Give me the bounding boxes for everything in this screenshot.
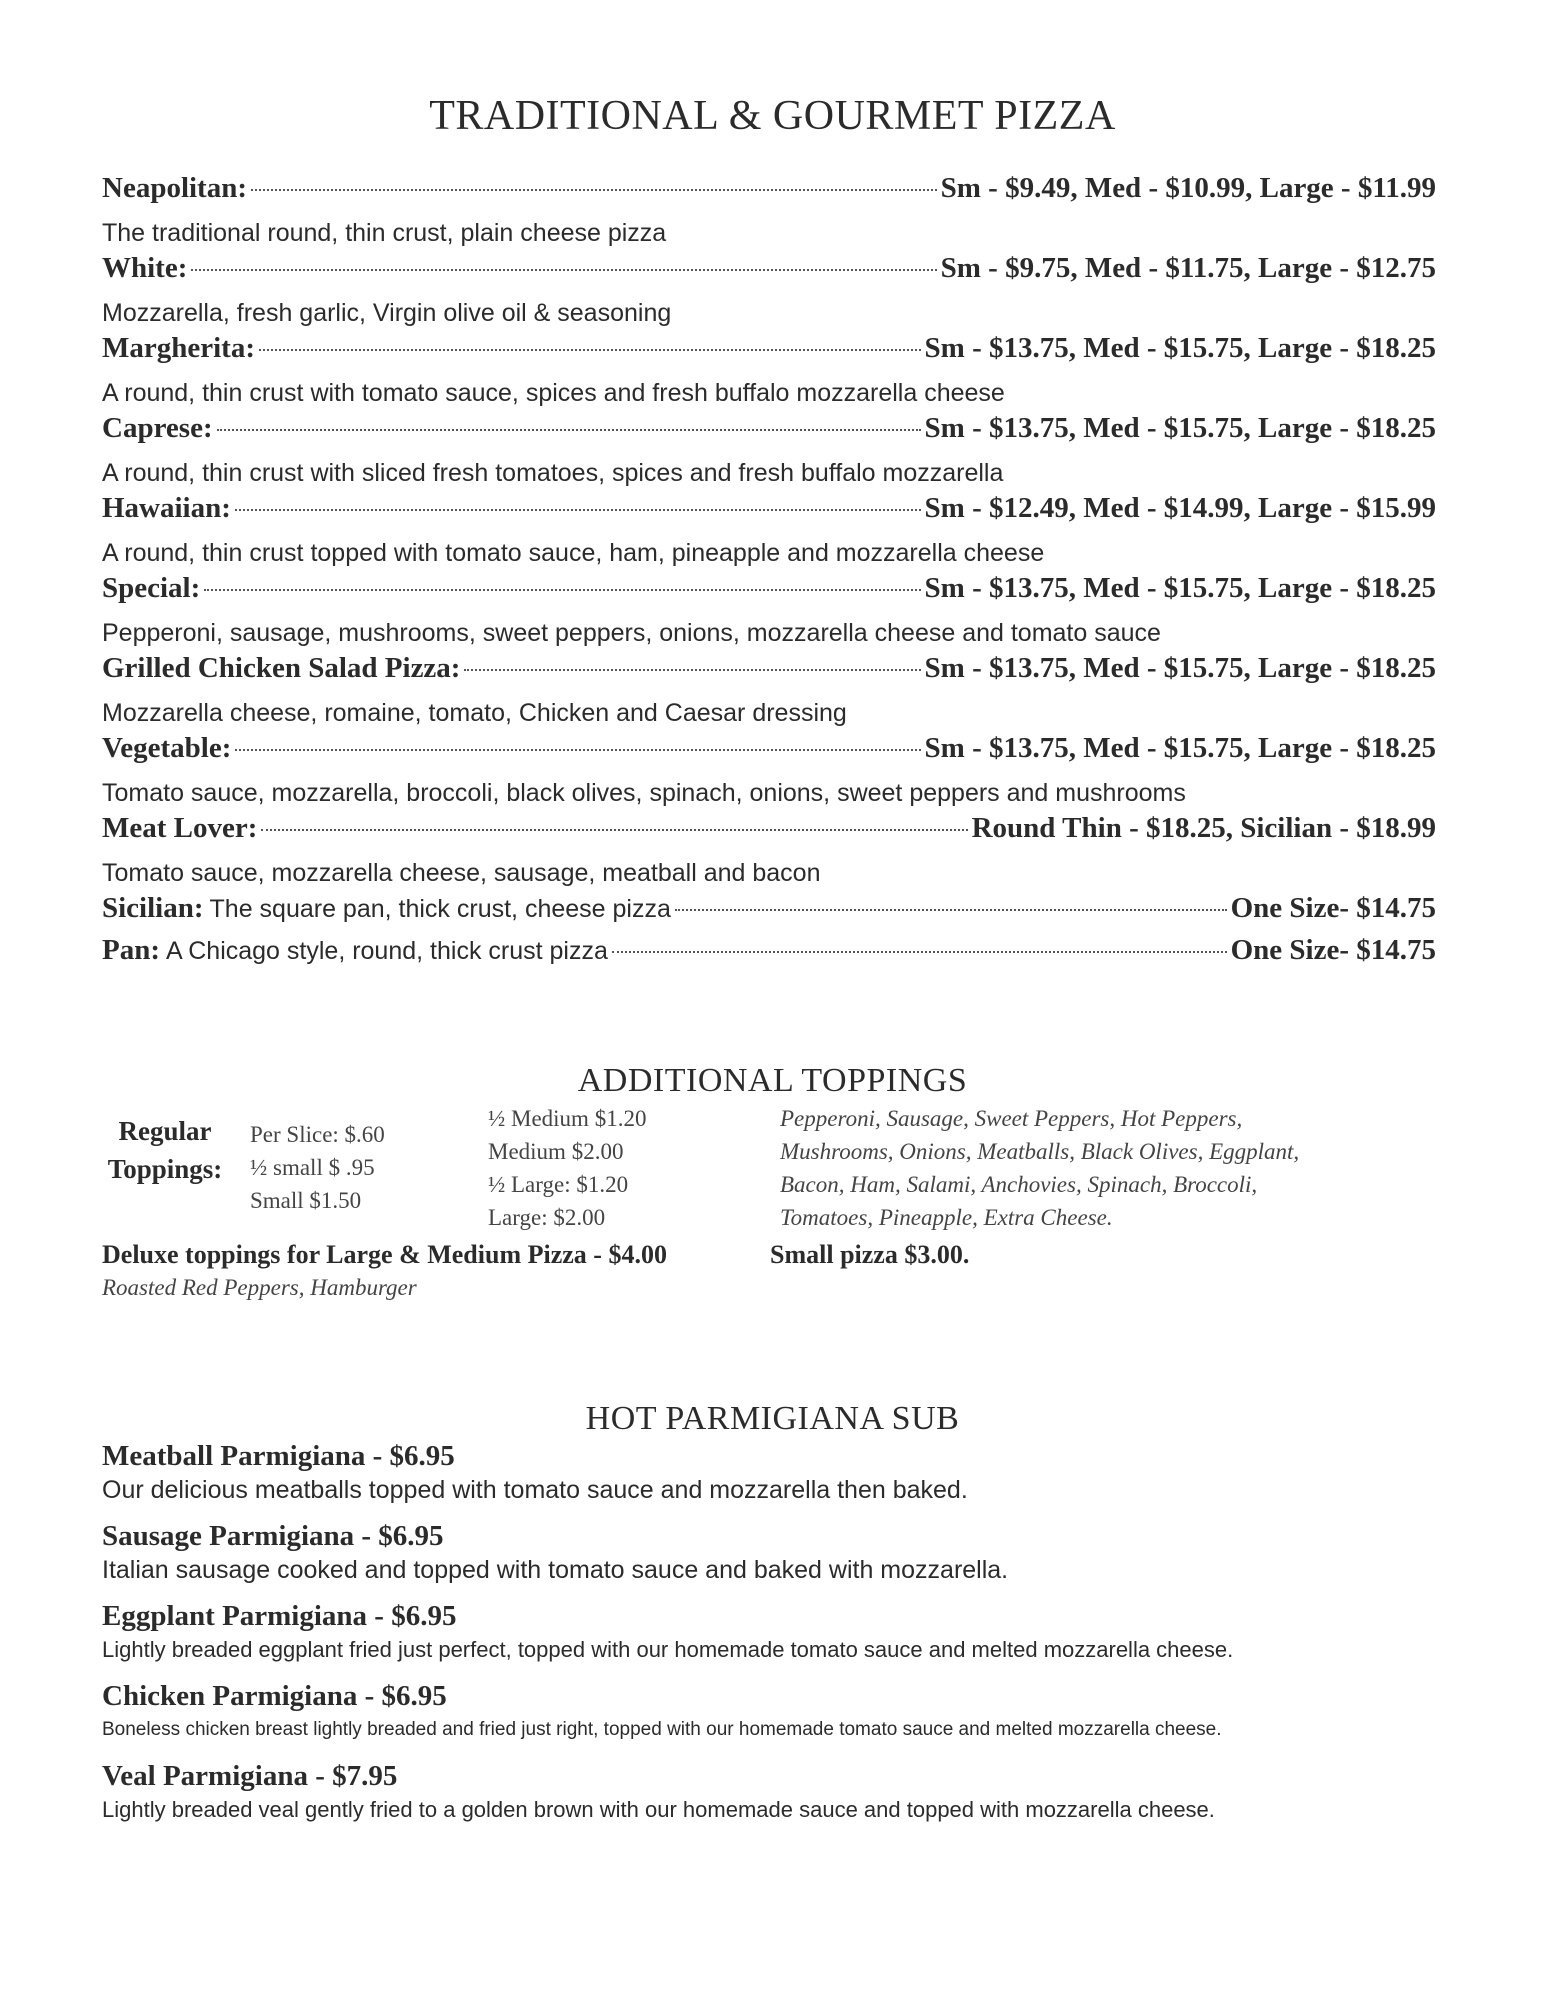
deluxe-toppings-list: Roasted Red Peppers, Hamburger — [102, 1275, 417, 1300]
sub-item — [102, 1518, 1462, 1586]
pizza-price: Sm - $9.49, Med - $10.99, Large - $11.99 — [940, 172, 1436, 204]
sub-item — [102, 1678, 1462, 1746]
topping-price-line: ½ Large: $1.20 — [488, 1172, 629, 1197]
pizza-section-title: TRADITIONAL & GOURMET PIZZA — [429, 93, 1116, 139]
sub-description: Our delicious meatballs topped with tomato sauce and mozzarella then baked. — [102, 1476, 968, 1504]
dot-leader — [235, 749, 920, 751]
topping-price-line: ½ small $ .95 — [250, 1155, 375, 1180]
regular-toppings-label — [100, 1112, 230, 1188]
sub-description: Lightly breaded eggplant fried just perfect, topped with our homemade tomato sauce and melted mozzarella cheese. — [102, 1637, 1234, 1662]
pizza-item — [102, 252, 1436, 332]
pizza-item — [102, 732, 1436, 812]
topping-price-line: Small $1.50 — [250, 1188, 362, 1213]
pizza-item — [102, 572, 1436, 652]
sub-name: Sausage Parmigiana - $6.95 — [102, 1520, 444, 1552]
pizza-name: Neapolitan: — [102, 172, 247, 204]
regular-label-line2: Toppings: — [107, 1154, 223, 1184]
pizza-price: Sm - $13.75, Med - $15.75, Large - $18.25 — [924, 332, 1436, 364]
pizza-description: The traditional round, thin crust, plain cheese pizza — [102, 219, 667, 247]
pizza-description: Tomato sauce, mozzarella cheese, sausage, meatball and bacon — [102, 859, 821, 887]
pizza-name: Meat Lover: — [102, 812, 258, 844]
pizza-price: Sm - $13.75, Med - $15.75, Large - $18.25 — [924, 652, 1436, 684]
pizza-description: A round, thin crust topped with tomato sauce, ham, pineapple and mozzarella cheese — [102, 539, 1045, 567]
sub-section-title: HOT PARMIGIANA SUB — [585, 1400, 960, 1437]
pizza-description: A Chicago style, round, thick crust pizza — [166, 937, 608, 965]
pizza-name: Special: — [102, 572, 201, 604]
dot-leader — [612, 951, 1227, 953]
dot-leader — [235, 509, 921, 511]
pizza-item — [102, 492, 1436, 572]
small-pizza-deluxe-price: Small pizza $3.00. — [770, 1240, 970, 1269]
topping-price-line: Large: $2.00 — [488, 1205, 606, 1230]
topping-price-line: Per Slice: $.60 — [250, 1122, 385, 1147]
sub-description: Italian sausage cooked and topped with tomato sauce and baked with mozzarella. — [102, 1556, 1009, 1584]
pizza-name: Grilled Chicken Salad Pizza: — [102, 652, 461, 684]
dot-leader — [675, 909, 1227, 911]
pizza-item — [102, 412, 1436, 492]
pizza-price: One Size- $14.75 — [1230, 934, 1436, 966]
sub-name: Meatball Parmigiana - $6.95 — [102, 1440, 455, 1472]
pizza-name: Vegetable: — [102, 732, 232, 764]
topping-list-line: Mushrooms, Onions, Meatballs, Black Olives, Eggplant, — [780, 1139, 1300, 1164]
dot-leader — [251, 189, 937, 191]
dot-leader — [259, 349, 921, 351]
pizza-description: Mozzarella cheese, romaine, tomato, Chicken and Caesar dressing — [102, 699, 847, 727]
dot-leader — [261, 829, 967, 831]
pizza-item-one-size — [102, 892, 1436, 934]
sub-list — [102, 1438, 1462, 1838]
deluxe-toppings-price: Deluxe toppings for Large & Medium Pizza - $4.00 — [102, 1240, 667, 1269]
pizza-price: Sm - $12.49, Med - $14.99, Large - $15.99 — [924, 492, 1436, 524]
pizza-price: Round Thin - $18.25, Sicilian - $18.99 — [971, 812, 1436, 844]
pizza-description: A round, thin crust with tomato sauce, spices and fresh buffalo mozzarella cheese — [102, 379, 1005, 407]
sub-description: Lightly breaded veal gently fried to a golden brown with our homemade sauce and topped with mozzarella cheese. — [102, 1797, 1215, 1822]
pizza-name: Caprese: — [102, 412, 213, 444]
pizza-item — [102, 172, 1436, 252]
topping-price-line: ½ Medium $1.20 — [488, 1106, 647, 1131]
pizza-price: Sm - $13.75, Med - $15.75, Large - $18.25 — [924, 732, 1436, 764]
sub-name: Chicken Parmigiana - $6.95 — [102, 1680, 447, 1712]
sub-item — [102, 1758, 1462, 1826]
sub-name: Eggplant Parmigiana - $6.95 — [102, 1600, 457, 1632]
pizza-price: Sm - $13.75, Med - $15.75, Large - $18.25 — [924, 412, 1436, 444]
pizza-description: Tomato sauce, mozzarella, broccoli, black olives, spinach, onions, sweet peppers and mushrooms — [102, 779, 1186, 807]
sub-name: Veal Parmigiana - $7.95 — [102, 1760, 398, 1792]
topping-prices-small — [250, 1118, 385, 1217]
dot-leader — [191, 269, 936, 271]
sub-description: Boneless chicken breast lightly breaded and fried just right, topped with our homemade tomato sauce and melted mozzarella cheese. — [102, 1719, 1222, 1740]
pizza-name: Pan: — [102, 934, 160, 966]
topping-list-line: Pepperoni, Sausage, Sweet Peppers, Hot Peppers, — [780, 1106, 1243, 1131]
pizza-price: One Size- $14.75 — [1230, 892, 1436, 924]
pizza-name: Sicilian: — [102, 892, 204, 924]
pizza-name: Hawaiian: — [102, 492, 231, 524]
pizza-list — [102, 172, 1436, 976]
pizza-description: Mozzarella, fresh garlic, Virgin olive oil & seasoning — [102, 299, 672, 327]
pizza-item-one-size — [102, 934, 1436, 976]
pizza-item — [102, 812, 1436, 892]
dot-leader — [217, 429, 921, 431]
toppings-section-title: ADDITIONAL TOPPINGS — [577, 1062, 968, 1099]
sub-item — [102, 1598, 1462, 1666]
pizza-item — [102, 332, 1436, 412]
pizza-item — [102, 652, 1436, 732]
regular-label-line1: Regular — [118, 1116, 212, 1146]
topping-prices-large — [488, 1102, 646, 1234]
pizza-name: Margherita: — [102, 332, 255, 364]
topping-list — [780, 1102, 1299, 1234]
pizza-description: The square pan, thick crust, cheese pizza — [209, 895, 671, 923]
topping-price-line: Medium $2.00 — [488, 1139, 624, 1164]
pizza-description: A round, thin crust with sliced fresh tomatoes, spices and fresh buffalo mozzarella — [102, 459, 1004, 487]
dot-leader — [464, 669, 920, 671]
topping-list-line: Tomatoes, Pineapple, Extra Cheese. — [780, 1205, 1113, 1230]
sub-item — [102, 1438, 1462, 1506]
pizza-name: White: — [102, 252, 188, 284]
pizza-price: Sm - $13.75, Med - $15.75, Large - $18.25 — [924, 572, 1436, 604]
topping-list-line: Bacon, Ham, Salami, Anchovies, Spinach, Broccoli, — [780, 1172, 1258, 1197]
pizza-description: Pepperoni, sausage, mushrooms, sweet peppers, onions, mozzarella cheese and tomato sauce — [102, 619, 1161, 647]
pizza-price: Sm - $9.75, Med - $11.75, Large - $12.75 — [940, 252, 1436, 284]
dot-leader — [204, 589, 920, 591]
